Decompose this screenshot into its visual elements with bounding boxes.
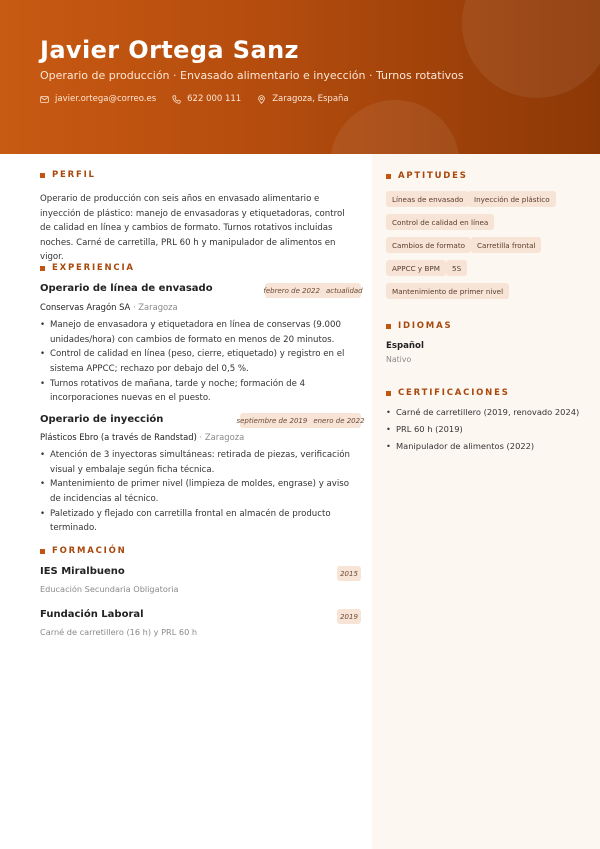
- job-bullets: [40, 318, 358, 406]
- contact-email-text: javier.ortega@correo.es: [55, 94, 157, 104]
- candidate-name: Javier Ortega Sanz: [40, 36, 299, 64]
- list-item: • Turnos rotativos de mañana, tarde y noche; formación de 4 incorporaciones nuevas en el puesto.: [40, 377, 358, 406]
- education-detail: Educación Secundaria Obligatoria: [40, 584, 179, 594]
- section-title-idiomas: IDIOMAS: [386, 321, 452, 331]
- skill-chip: Control de calidad en línea: [386, 214, 494, 230]
- job-company: Plásticos Ebro (a través de Randstad) · Zaragoza: [40, 432, 245, 442]
- contact-phone-text: 622 000 111: [187, 94, 242, 104]
- list-item: • Control de calidad en línea (peso, cierre, etiquetado) y registro en el sistema APPCC; rechazo por debajo del 0,5 %.: [40, 347, 358, 376]
- education-year: 2019: [337, 609, 361, 624]
- contact-location-text: Zaragoza, España: [272, 94, 349, 104]
- language-level: Nativo: [386, 355, 412, 364]
- resume-header: [0, 0, 600, 154]
- certification-item: • Carné de carretillero (2019, renovado 2024): [396, 407, 579, 417]
- contact-email[interactable]: [40, 94, 156, 104]
- skill-chip: Cambios de formato: [386, 237, 471, 253]
- section-title-perfil: PERFIL: [40, 170, 96, 180]
- list-item: • Mantenimiento de primer nivel (limpieza de moldes, engrase) y aviso de incidencias al técnico.: [40, 477, 358, 506]
- section-marker-icon: [40, 173, 45, 178]
- phone-icon: [172, 95, 181, 104]
- skill-chip: Inyección de plástico: [468, 191, 556, 207]
- candidate-headline: Operario de producción · Envasado alimentario e inyección · Turnos rotativos: [40, 69, 464, 82]
- section-marker-icon: [40, 266, 45, 271]
- skill-chip: 5S: [446, 260, 467, 276]
- section-marker-icon: [386, 324, 391, 329]
- education-institution: IES Miralbueno: [40, 566, 125, 577]
- list-item: • Paletizado y flejado con carretilla frontal en almacén de producto terminado.: [40, 507, 358, 536]
- job-date-range: febrero de 2022 actualidad: [265, 283, 361, 298]
- mail-icon: [40, 95, 49, 104]
- section-title-experiencia: EXPERIENCIA: [40, 263, 135, 273]
- section-marker-icon: [386, 391, 391, 396]
- contact-location: [257, 94, 348, 104]
- certification-item: • Manipulador de alimentos (2022): [396, 441, 534, 451]
- list-item: • Atención de 3 inyectoras simultáneas: retirada de piezas, verificación visual y embalaje según ficha técnica.: [40, 448, 358, 477]
- job-title: Operario de línea de envasado: [40, 283, 213, 294]
- education-detail: Carné de carretillero (16 h) y PRL 60 h: [40, 627, 198, 637]
- job-company: Conservas Aragón SA · Zaragoza: [40, 302, 178, 312]
- decorative-circle: [330, 100, 460, 154]
- sidebar-panel: [372, 154, 600, 849]
- language-name: Español: [386, 341, 424, 351]
- section-title-formacion: FORMACIÓN: [40, 546, 127, 556]
- job-bullets: [40, 448, 358, 536]
- job-date-range: septiembre de 2019 enero de 2022: [240, 413, 361, 428]
- education-year: 2015: [337, 566, 361, 581]
- section-title-certificaciones: CERTIFICACIONES: [386, 388, 510, 398]
- section-title-aptitudes: APTITUDES: [386, 171, 468, 181]
- skill-chip: Líneas de envasado: [386, 191, 469, 207]
- certification-item: • PRL 60 h (2019): [396, 424, 463, 434]
- job-title: Operario de inyección: [40, 414, 164, 425]
- skill-chip: Carretilla frontal: [471, 237, 541, 253]
- contact-phone[interactable]: [172, 94, 241, 104]
- skill-chip: Mantenimiento de primer nivel: [386, 283, 509, 299]
- decorative-circle: [462, 0, 600, 98]
- profile-summary: Operario de producción con seis años en envasado alimentario e inyección de plástico: manejo de envasadoras y etiquetadoras, control de calidad en línea y cambios de formato. Turnos rotativos incluidas noches. Carné de carretilla, PRL 60 h y manipulador de alimentos en vigor.: [40, 194, 345, 262]
- skill-chip: APPCC y BPM: [386, 260, 446, 276]
- education-institution: Fundación Laboral: [40, 609, 144, 620]
- map-pin-icon: [257, 95, 266, 104]
- section-marker-icon: [386, 174, 391, 179]
- section-marker-icon: [40, 549, 45, 554]
- list-item: • Manejo de envasadora y etiquetadora en línea de conservas (9.000 unidades/hora) con cambios de formato en menos de 20 minutos.: [40, 318, 358, 347]
- contact-row: [40, 94, 349, 104]
